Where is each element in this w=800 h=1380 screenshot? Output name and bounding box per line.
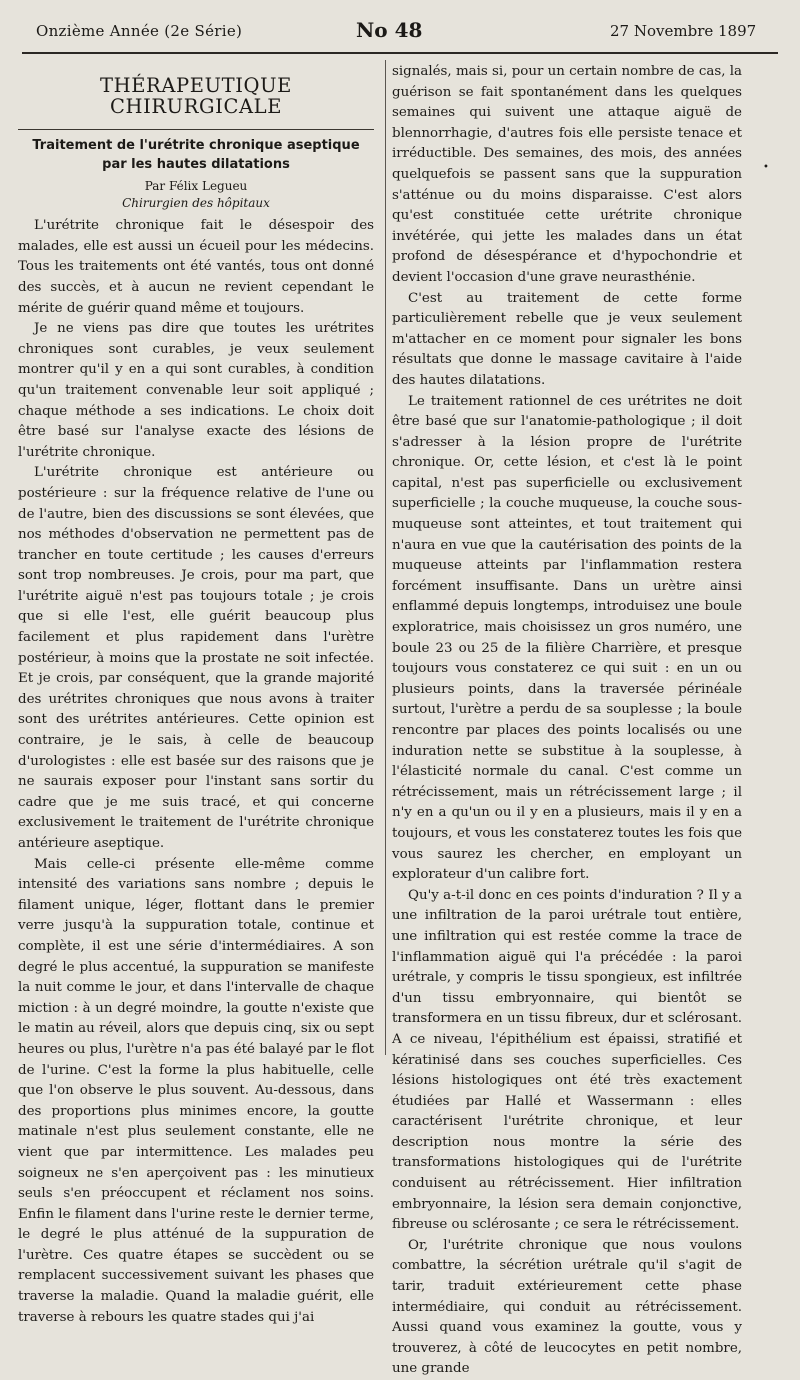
paragraph: C'est au traitement de cette forme particulièrement rebelle que je veux seulement m'attacher en ce moment pour signaler les bons résultats que donne le massage cavitaire à l'aide des hautes dilatations. [392, 290, 742, 388]
paragraph: L'urétrite chronique fait le désespoir des malades, elle est aussi un écueil pour les médecins. Tous les traitements ont été vantés, tous ont donné des succès, et à aucun ne revient cependant le mérite de guérir quand même et toujours. [18, 218, 374, 316]
article-byline: Par Félix Legueu [144, 179, 248, 194]
paragraph-continuation: signalés, mais si, pour un certain nombre de cas, la guérison se fait spontanément dans les quelques semaines qui suivent une attaque aiguë de blennorrhagie, d'autres fois elle persiste tenace et irréductible. Des semaines, des mois, des années quelquefois se passent sans que la suppuration s'atténue ou du moins disparaisse. C'est alors qu'est constituée cette urétrite chronique invétérée, qui jette les malades dans un état profond de désespérance et d'hypochondrie et devient l'occasion d'une grave neurasthénie. [392, 64, 742, 285]
column-divider [385, 60, 386, 1055]
article-title: Traitement de l'urétrite chronique aseptique par les hautes dilatations [32, 138, 360, 173]
right-column [392, 62, 742, 1380]
running-header [0, 0, 800, 48]
header-rule [22, 52, 778, 54]
section-title: THÉRAPEUTIQUE CHIRURGICALE [18, 76, 374, 130]
paragraph: Le traitement rationnel de ces urétrites ne doit être basé que sur l'anatomie-pathologique ; il doit s'adresser à la lésion propre de l'urétrite chronique. Or, cette lésion, et c'est là le point capital, n'est pas superficielle ou exclusivement superficielle ; la couche muqueuse, la couche sous-muqueuse sont atteintes, et tout traitement qui n'aura en vue que la cautérisation des points de la muqueuse atteints par l'inflammation restera forcément insuffisante. Dans un urètre ainsi enflammé depuis longtemps, introduisez une boule exploratrice, mais choisissez un gros numéro, une boule 23 ou 25 de la filière Charrière, et presque toujours vous constaterez ce qui suit : en un ou plusieurs points, dans la traversée périnéale surtout, l'urètre a perdu de sa souplesse ; la boule rencontre par places des points localisés ou une induration nette se substitue à la souplesse, à l'élasticité normale du canal. C'est comme un rétrécissement, mais un rétrécissement large ; il n'y en a qu'un ou il y en a plusieurs, mais il y en a toujours, et vous les constaterez toutes les fois que vous saurez les chercher, en employant un explorateur d'un calibre fort. [392, 393, 742, 883]
issue-number: No 48 [356, 18, 423, 42]
left-column [18, 62, 374, 1328]
paragraph: Mais celle-ci présente elle-même comme intensité des variations sans nombre ; depuis le filament unique, léger, flottant dans le premier verre jusqu'à la suppuration totale, continue et complète, il est une série d'intermédiaires. A son degré le plus accentué, la suppuration se manifeste la nuit comme le jour, et dans l'intervalle de chaque miction : à un degré moindre, la goutte n'existe que le matin au réveil, alors que depuis cinq, six ou sept heures ou plus, l'urètre n'a pas été balayé par le flot de l'urine. C'est la forme la plus habituelle, celle que l'on observe le plus souvent. Au-dessous, dans des proportions plus minimes encore, la goutte matinale n'est plus seulement constante, elle ne vient que par intermittence. Les malades peu soigneux ne s'en aperçoivent pas : les minutieux seuls s'en préoccupent et réclament nos soins. Enfin le filament dans l'urine reste le dernier terme, le degré le plus atténué de la suppuration de l'urètre. Ces quatre étapes se succèdent ou se remplacent successivement suivant les phases que traverse la maladie. Quand la maladie guérit, elle traverse à rebours les quatre stades qui j'ai [18, 856, 374, 1325]
issue-date: 27 Novembre 1897 [610, 22, 757, 40]
author-affiliation: Chirurgien des hôpitaux [122, 196, 270, 211]
volume-label: Onzième Année (2e Série) [36, 22, 243, 40]
margin-mark: • [763, 162, 769, 173]
paragraph: Qu'y a-t-il donc en ces points d'induration ? Il y a une infiltration de la paroi urétrale tout entière, une infiltration qui est restée comme la trace de l'inflammation aiguë qui l'a précédée : la paroi urétrale, y compris le tissu spongieux, est infiltrée d'un tissu embryonnaire, qui bientôt se transformera en un tissu fibreux, dur et sclérosant. A ce niveau, l'épithélium est épaissi, stratifié et kératinisé dans ses couches superficielles. Ces lésions histologiques ont été très exactement étudiées par Hallé et Wassermann : elles caractérisent l'urétrite chronique, et leur description nous montre la série des transformations histologiques qui de l'urétrite conduisent au rétrécissement. Hier infiltration embryonnaire, la lésion sera demain conjonctive, fibreuse ou sclérosante ; ce sera le rétrécissement. [392, 887, 742, 1233]
paragraph: Je ne viens pas dire que toutes les urétrites chroniques sont curables, je veux seulement montrer qu'il y en a qui sont curables, à condition qu'un traitement convenable leur soit appliqué ; chaque méthode a ses indications. Le choix doit être basé sur l'analyse exacte des lésions de l'urétrite chronique. [18, 321, 374, 460]
paragraph: Or, l'urétrite chronique que nous voulons combattre, la sécrétion urétrale qu'il s'agit de tarir, traduit extérieurement cette phase intermédiaire, qui conduit au rétrécissement. Aussi quand vous examinez la goutte, vous y trouverez, à côté de leucocytes en petit nombre, une grande [392, 1237, 742, 1377]
paragraph: L'urétrite chronique est antérieure ou postérieure : sur la fréquence relative de l'une ou de l'autre, bien des discussions se sont élevées, que nos méthodes d'observation ne permettent pas de trancher en toute certitude ; les causes d'erreurs sont trop nombreuses. Je crois, pour ma part, que l'urétrite aiguë n'est pas toujours totale ; je crois que si elle l'est, elle guérit beaucoup plus facilement et plus rapidement dans l'urètre postérieur, à moins que la prostate ne soit infectée. Et je crois, par conséquent, que la grande majorité des urétrites chroniques que nous avons à traiter sont des urétrites antérieures. Cette opinion est contraire, je le sais, à celle de beaucoup d'urologistes : elle est basée sur des raisons que je ne saurais exposer pour l'instant sans sortir du cadre que je me suis tracé, et qui concerne exclusivement le traitement de l'urétrite chronique antérieure aseptique. [18, 465, 374, 851]
